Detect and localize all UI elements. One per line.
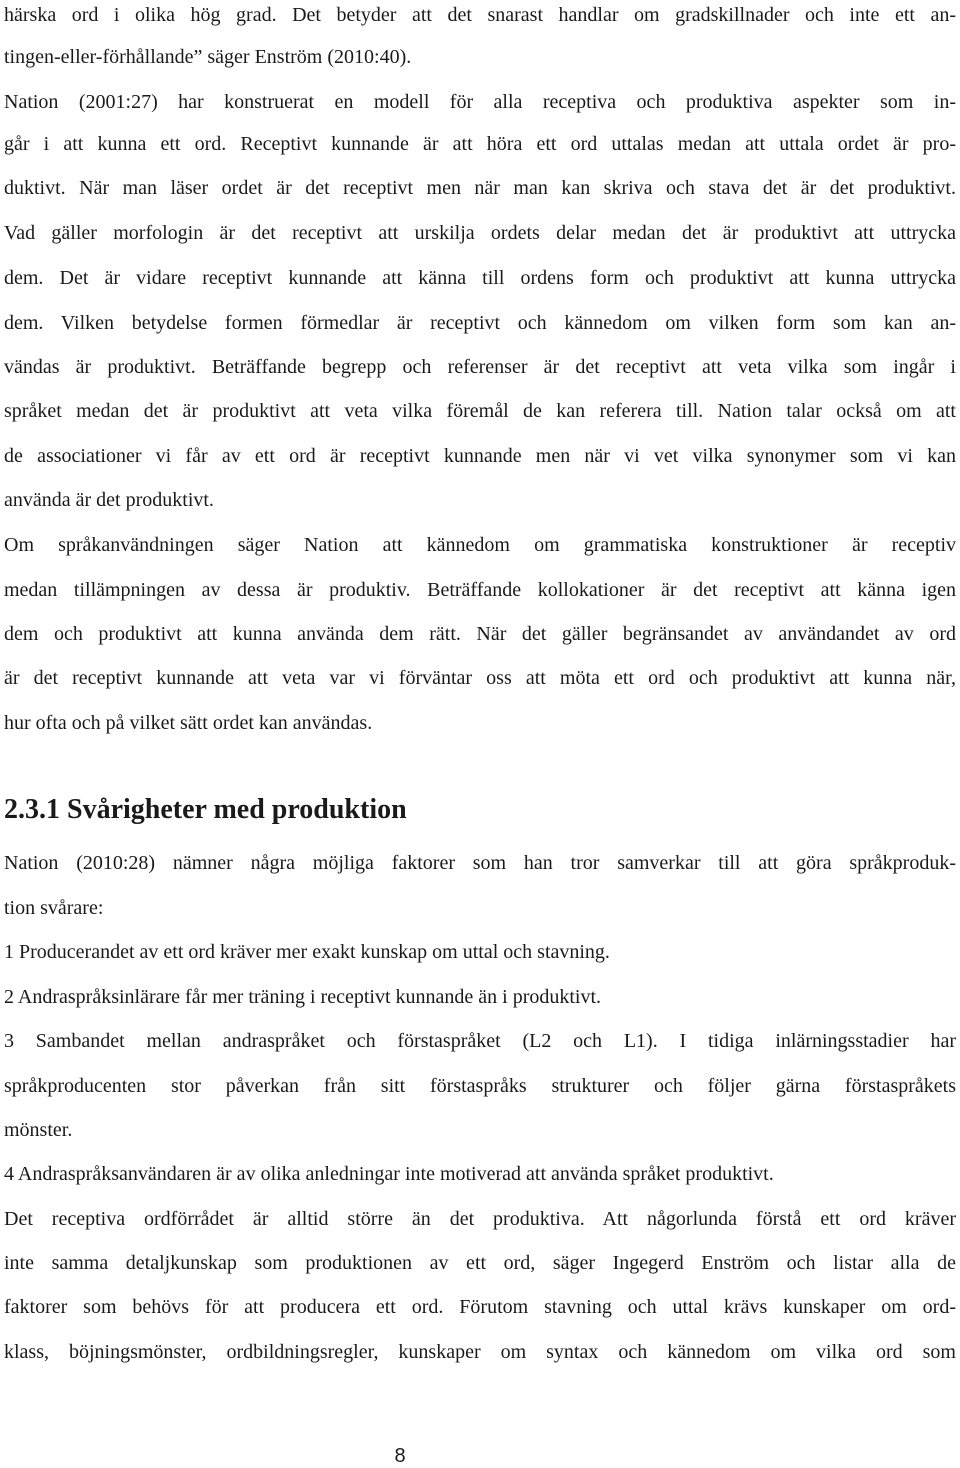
list-item: 4 Andraspråksanvändaren är av olika anledningar inte motiverad att använda språket produktivt. xyxy=(4,1163,774,1185)
text-line: är det receptivt kunnande att veta var vi förväntar oss att möta ett ord och produktivt att kunna när, xyxy=(4,667,956,689)
text-line: dem och produktivt att kunna använda dem rätt. När det gäller begränsandet av användandet av ord xyxy=(4,623,956,645)
text-line: Nation (2010:28) nämner några möjliga faktorer som han tror samverkar till att göra språkproduk- xyxy=(4,852,956,874)
text-line: vändas är produktivt. Beträffande begrepp och referenser är det receptivt att veta vilka som ingår i xyxy=(4,356,956,378)
list-item: 2 Andraspråksinlärare får mer träning i receptivt kunnande än i produktivt. xyxy=(4,986,602,1008)
text-line: härska ord i olika hög grad. Det betyder att det snarast handlar om gradskillnader och inte ett an- xyxy=(4,4,956,26)
text-line: de associationer vi får av ett ord är receptivt kunnande men när vi vet vilka synonymer som vi kan xyxy=(4,445,956,467)
text-line: dem. Vilken betydelse formen förmedlar är receptivt och kännedom om vilken form som kan an- xyxy=(4,312,956,334)
text-line: Nation (2001:27) har konstruerat en modell för alla receptiva och produktiva aspekter som in- xyxy=(4,91,956,113)
text-line: Det receptiva ordförrådet är alltid större än det produktiva. Att någorlunda förstå ett ord kräver xyxy=(4,1208,956,1230)
text-line: går i att kunna ett ord. Receptivt kunnande är att höra ett ord uttalas medan att uttala ordet är pro- xyxy=(4,133,956,155)
list-item: 3 Sambandet mellan andraspråket och förstaspråket (L2 och L1). I tidiga inlärningsstadier har xyxy=(4,1030,956,1052)
text-line: tion svårare: xyxy=(4,897,104,919)
text-line: använda är det produktivt. xyxy=(4,489,214,511)
text-line: Vad gäller morfologin är det receptivt att urskilja ordets delar medan det är produktivt att uttrycka xyxy=(4,222,956,244)
text-line: språket medan det är produktivt att veta vilka föremål de kan referera till. Nation talar också om att xyxy=(4,400,956,422)
text-line: mönster. xyxy=(4,1119,73,1141)
text-line: klass, böjningsmönster, ordbildningsregler, kunskaper om syntax och kännedom om vilka ord som xyxy=(4,1341,956,1363)
page-number: 8 xyxy=(394,1445,406,1467)
text-line: tingen-eller-förhållande” säger Enström (2010:40). xyxy=(4,46,412,68)
text-line: inte samma detaljkunskap som produktionen av ett ord, säger Ingegerd Enström och listar alla de xyxy=(4,1252,956,1274)
text-line: faktorer som behövs för att producera ett ord. Förutom stavning och uttal krävs kunskaper om ord- xyxy=(4,1296,956,1318)
text-line: språkproducenten stor påverkan från sitt förstaspråks strukturer och följer gärna förstaspråkets xyxy=(4,1075,956,1097)
text-line: duktivt. När man läser ordet är det receptivt men när man kan skriva och stava det är det produktivt. xyxy=(4,177,956,199)
list-item: 1 Producerandet av ett ord kräver mer exakt kunskap om uttal och stavning. xyxy=(4,941,610,963)
text-line: Om språkanvändningen säger Nation att kännedom om grammatiska konstruktioner är receptiv xyxy=(4,534,956,556)
section-heading: 2.3.1 Svårigheter med produktion xyxy=(4,794,407,825)
text-line: dem. Det är vidare receptivt kunnande att känna till ordens form och produktivt att kunna uttrycka xyxy=(4,267,956,289)
text-line: medan tillämpningen av dessa är produktiv. Beträffande kollokationer är det receptivt att känna igen xyxy=(4,579,956,601)
text-line: hur ofta och på vilket sätt ordet kan användas. xyxy=(4,712,373,734)
